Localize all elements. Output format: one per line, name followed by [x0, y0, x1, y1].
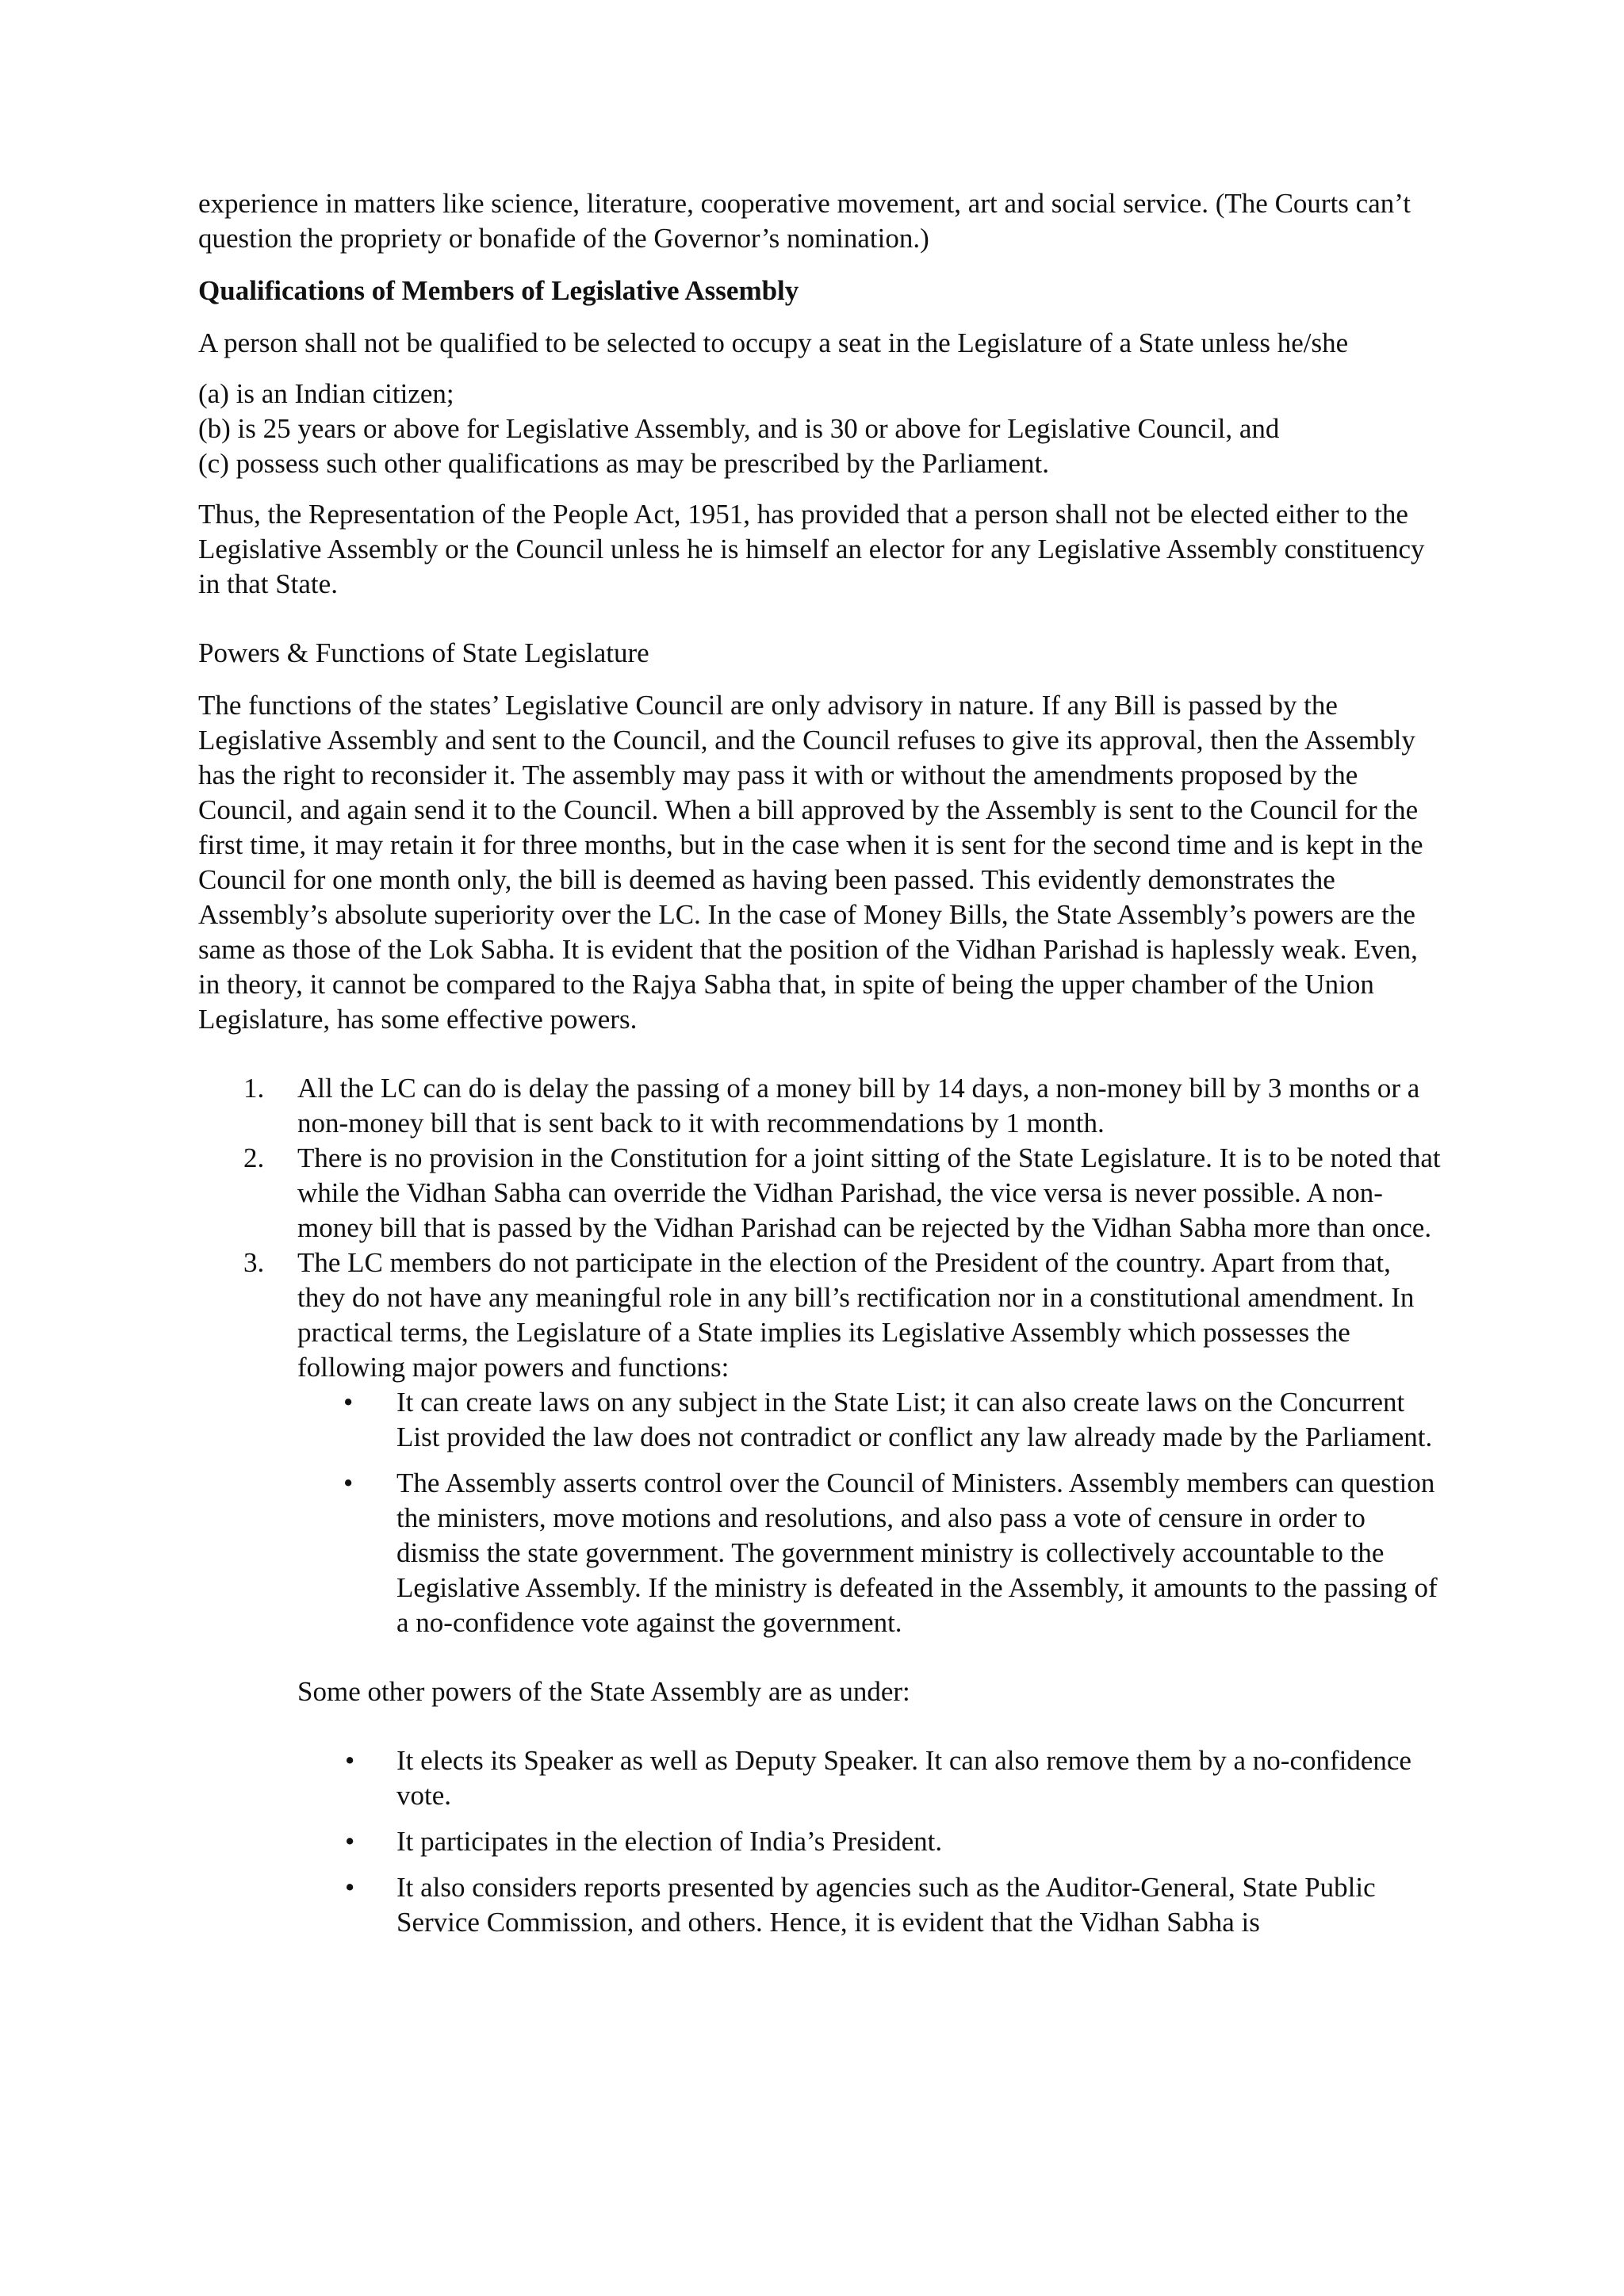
numbered-item-1: [198, 1071, 1443, 1141]
qualifications-list: [198, 377, 1443, 481]
numbered-item-text: All the LC can do is delay the passing of a money bill by 14 days, a non-money bill by 3 months or a non-money bill that is sent back to it with recommendations by 1 month.: [297, 1073, 1420, 1138]
bullet-icon: •: [345, 1826, 355, 1857]
bullet-item: [297, 1385, 1443, 1455]
document-page: [198, 186, 1443, 1940]
list-number: 2.: [243, 1142, 265, 1173]
numbered-item-3: [198, 1246, 1443, 1640]
bullet-item: [297, 1824, 1443, 1859]
qualifications-lead: A person shall not be qualified to be selected to occupy a seat in the Legislature of a State unless he/she: [198, 327, 1349, 358]
list-number: 3.: [243, 1247, 265, 1278]
bullet-text: It participates in the election of India’s President.: [396, 1826, 943, 1857]
powers-heading: Powers & Functions of State Legislature: [198, 637, 649, 668]
numbered-item-2: [198, 1141, 1443, 1246]
representation-act-note: Thus, the Representation of the People Act, 1951, has provided that a person shall not be elected either to the Legislative Assembly or the Council unless he is himself an elector for any Legislative Assembly constituency in that State.: [198, 499, 1425, 599]
numbered-item-text: There is no provision in the Constitution for a joint sitting of the State Legislature. It is to be noted that while the Vidhan Sabha can override the Vidhan Parishad, the vice versa is never possible. A non-money bill that is passed by the Vidhan Parishad can be rejected by the Vidhan Sabha more than once.: [297, 1142, 1441, 1243]
qualification-item-a: (a) is an Indian citizen;: [198, 378, 454, 409]
numbered-list: [198, 1071, 1443, 1640]
bullet-text: It also considers reports presented by agencies such as the Auditor-General, State Public Service Commission, and others. Hence, it is evident that the Vidhan Sabha is: [396, 1872, 1376, 1938]
bullet-item: [297, 1870, 1443, 1940]
qualification-item-b: (b) is 25 years or above for Legislative Assembly, and is 30 or above for Legislative Council, and: [198, 413, 1280, 444]
bullet-item: [297, 1743, 1443, 1813]
bullet-icon: •: [343, 1387, 354, 1418]
other-powers-list: [297, 1743, 1443, 1940]
bullet-icon: •: [343, 1468, 354, 1498]
intro-paragraph: experience in matters like science, literature, cooperative movement, art and social service. (The Courts can’t question the propriety or bonafide of the Governor’s nomination.): [198, 188, 1411, 254]
bullet-icon: •: [345, 1745, 355, 1776]
bullet-icon: •: [345, 1872, 355, 1903]
numbered-item-text: The LC members do not participate in the election of the President of the country. Apart from that, they do not have any meaningful role in any bill’s rectification nor in a constitutional amendment. In practical terms, the Legislature of a State implies its Legislative Assembly which possesses the following major powers and functions:: [297, 1247, 1415, 1383]
qualifications-heading: Qualifications of Members of Legislative Assembly: [198, 275, 799, 306]
bullet-text: It elects its Speaker as well as Deputy Speaker. It can also remove them by a no-confidence vote.: [396, 1745, 1411, 1811]
list-number: 1.: [243, 1073, 265, 1104]
qualification-item-c: (c) possess such other qualifications as may be prescribed by the Parliament.: [198, 448, 1050, 479]
bullet-text: The Assembly asserts control over the Council of Ministers. Assembly members can question the ministers, move motions and resolutions, and also pass a vote of censure in order to dismiss the state government. The government ministry is collectively accountable to the Legislative Assembly. If the ministry is defeated in the Assembly, it amounts to the passing of a no-confidence vote against the government.: [396, 1468, 1438, 1638]
bullet-text: It can create laws on any subject in the State List; it can also create laws on the Concurrent List provided the law does not contradict or conflict any law already made by the Parliament.: [396, 1387, 1433, 1452]
assembly-powers-list: [297, 1385, 1443, 1640]
other-powers-intro: Some other powers of the State Assembly are as under:: [297, 1676, 910, 1707]
bullet-item: [297, 1466, 1443, 1640]
powers-paragraph: The functions of the states’ Legislative Council are only advisory in nature. If any Bill is passed by the Legislative Assembly and sent to the Council, and the Council refuses to give its approval, then the Assembly has the right to reconsider it. The assembly may pass it with or without the amendments proposed by the Council, and again send it to the Council. When a bill approved by the Assembly is sent to the Council for the first time, it may retain it for three months, but in the case when it is sent for the second time and is kept in the Council for one month only, the bill is deemed as having been passed. This evidently demonstrates the Assembly’s absolute superiority over the LC. In the case of Money Bills, the State Assembly’s powers are the same as those of the Lok Sabha. It is evident that the position of the Vidhan Parishad is haplessly weak. Even, in theory, it cannot be compared to the Rajya Sabha that, in spite of being the upper chamber of the Union Legislature, has some effective powers.: [198, 690, 1423, 1035]
